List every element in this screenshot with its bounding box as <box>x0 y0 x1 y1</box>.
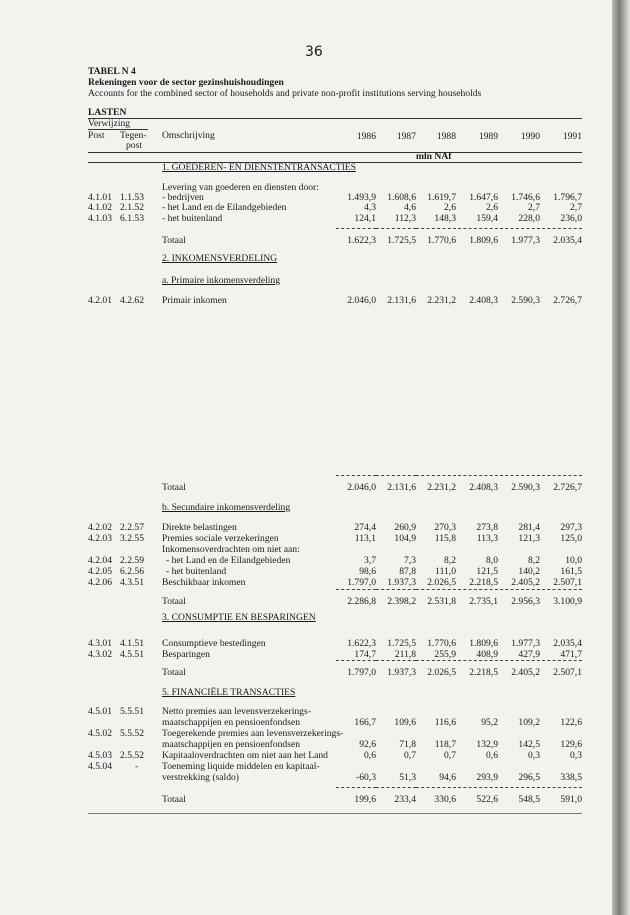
row-value: 3.100,9 <box>553 596 582 607</box>
header-verwijzing: Verwijzing <box>88 118 131 129</box>
page-edge-shadow <box>612 0 630 915</box>
row-value: 2.408,3 <box>469 482 498 493</box>
row-value: 2.035,4 <box>553 638 582 649</box>
row-value: 174,7 <box>354 649 376 660</box>
row-value: 2.218,5 <box>469 667 498 678</box>
row-post: 4.3.01 <box>88 638 112 649</box>
row-value: 427,9 <box>518 649 540 660</box>
row-tegenpost: 4.3.51 <box>120 577 144 588</box>
row-value: 228,0 <box>518 213 540 224</box>
row-value: 2.398,2 <box>387 596 416 607</box>
row-value: 92,6 <box>359 739 376 750</box>
row-tegenpost: - <box>135 761 139 772</box>
row-value: 1.647,6 <box>469 192 498 203</box>
row-description: Totaal <box>162 794 186 805</box>
row-value: 1.619,7 <box>427 192 456 203</box>
row-value: 1.770,6 <box>427 638 456 649</box>
total-separator <box>376 228 416 229</box>
row-description: Besparingen <box>162 649 210 660</box>
row-description: Toeneming liquide middelen en kapitaal- <box>162 761 320 772</box>
row-value: 2.408,3 <box>469 295 498 306</box>
row-value: 330,6 <box>434 794 456 805</box>
total-separator <box>500 787 540 788</box>
row-value: 113,3 <box>476 533 498 544</box>
total-separator <box>458 660 498 661</box>
row-value: 408,9 <box>476 649 498 660</box>
row-value: 2.956,3 <box>511 596 540 607</box>
row-value: 274,4 <box>354 522 376 533</box>
row-tegenpost: 3.2.55 <box>120 533 144 544</box>
row-value: 2.131,6 <box>387 482 416 493</box>
row-value: 121,5 <box>476 566 498 577</box>
row-tegenpost: 4.1.51 <box>120 638 144 649</box>
row-value: 591,0 <box>560 794 582 805</box>
row-value: 211,8 <box>394 649 416 660</box>
total-separator <box>336 475 376 476</box>
total-separator <box>376 589 416 590</box>
row-value: 113,1 <box>354 533 376 544</box>
row-value: -60,3 <box>356 772 376 783</box>
row-value: 2.046,0 <box>347 295 376 306</box>
row-value: 1.797,0 <box>347 577 376 588</box>
row-description: Totaal <box>162 667 186 678</box>
row-value: 161,5 <box>560 566 582 577</box>
row-value: 159,4 <box>476 213 498 224</box>
header-year: 1987 <box>396 131 416 142</box>
row-description: Toegerekende premies aan levensverzekerings- <box>162 728 344 739</box>
row-description: 1. GOEDEREN- EN DIENSTENTRANSACTIES <box>162 162 356 173</box>
row-description: Beschikbaar inkomen <box>162 577 246 588</box>
row-value: 1.796,7 <box>553 192 582 203</box>
total-separator <box>542 228 582 229</box>
total-separator <box>542 589 582 590</box>
row-value: 129,6 <box>560 739 582 750</box>
row-post: 4.2.01 <box>88 295 112 306</box>
row-value: 0,6 <box>486 750 498 761</box>
title-en: Accounts for the combined sector of households and private non-profit institutions serving households <box>88 88 482 99</box>
total-separator <box>416 787 456 788</box>
row-value: 51,3 <box>399 772 416 783</box>
rule <box>88 118 582 119</box>
row-value: 2.218,5 <box>469 577 498 588</box>
row-value: 10,0 <box>565 555 582 566</box>
row-value: 2.035,4 <box>553 235 582 246</box>
row-description: 5. FINANCIËLE TRANSACTIES <box>162 687 296 698</box>
row-description: Primair inkomen <box>162 295 227 306</box>
total-separator <box>458 589 498 590</box>
row-value: 273,8 <box>476 522 498 533</box>
row-value: 1.977,3 <box>511 638 540 649</box>
page-number: 36 <box>305 44 323 60</box>
row-value: 255,9 <box>434 649 456 660</box>
row-value: 2.405,2 <box>511 667 540 678</box>
row-description: verstrekking (saldo) <box>162 772 239 783</box>
row-value: 95,2 <box>481 717 498 728</box>
row-description: Kapitaaloverdrachten om niet aan het Land <box>162 750 328 761</box>
row-value: 2.231,2 <box>427 295 456 306</box>
row-value: 87,8 <box>399 566 416 577</box>
total-separator <box>542 475 582 476</box>
row-value: 8,0 <box>486 555 498 566</box>
side-label: LASTEN <box>88 107 127 118</box>
row-post: 4.5.02 <box>88 728 112 739</box>
header-year: 1986 <box>356 131 376 142</box>
row-post: 4.1.03 <box>88 213 112 224</box>
row-post: 4.2.06 <box>88 577 112 588</box>
row-value: 0,7 <box>444 750 456 761</box>
row-tegenpost: 4.2.62 <box>120 295 144 306</box>
total-separator <box>376 475 416 476</box>
row-value: 2.726,7 <box>553 295 582 306</box>
row-value: 1.725,5 <box>387 235 416 246</box>
row-value: 140,2 <box>518 566 540 577</box>
row-tegenpost: 2.5.52 <box>120 750 144 761</box>
row-value: 1.608,6 <box>387 192 416 203</box>
row-description: Totaal <box>162 482 186 493</box>
row-tegenpost: 2.2.59 <box>120 555 144 566</box>
row-description: Netto premies aan levensverzekerings- <box>162 706 311 717</box>
row-value: 1.797,0 <box>347 667 376 678</box>
row-description: b. Secundaire inkomensverdeling <box>162 502 291 513</box>
row-value: 0,3 <box>528 750 540 761</box>
row-description: maatschappijen en pensioenfondsen <box>162 717 300 728</box>
row-value: 2.726,7 <box>553 482 582 493</box>
row-value: 281,4 <box>518 522 540 533</box>
row-value: 2.286,8 <box>347 596 376 607</box>
row-value: 124,1 <box>354 213 376 224</box>
total-separator <box>376 660 416 661</box>
row-value: 115,8 <box>434 533 456 544</box>
row-value: 142,5 <box>518 739 540 750</box>
row-description: Direkte belastingen <box>162 522 237 533</box>
row-value: 71,8 <box>399 739 416 750</box>
row-post: 4.2.02 <box>88 522 112 533</box>
row-value: 1.937,3 <box>387 577 416 588</box>
row-value: 132,9 <box>476 739 498 750</box>
row-tegenpost: 5.5.51 <box>120 706 144 717</box>
row-value: 0,6 <box>364 750 376 761</box>
row-value: 7,3 <box>404 555 416 566</box>
header-year: 1991 <box>562 131 582 142</box>
row-value: 270,3 <box>434 522 456 533</box>
total-separator <box>416 589 456 590</box>
row-description: a. Primaire inkomensverdeling <box>162 275 281 286</box>
row-value: 2.026,5 <box>427 577 456 588</box>
row-description: - bedrijven <box>162 192 204 203</box>
total-separator <box>500 228 540 229</box>
total-separator <box>500 475 540 476</box>
row-value: 1.746,6 <box>511 192 540 203</box>
header-post: Post <box>88 130 105 141</box>
row-description: Levering van goederen en diensten door: <box>162 182 319 193</box>
total-separator <box>336 589 376 590</box>
header-tegenpost-2: post <box>126 140 142 151</box>
row-value: 522,6 <box>476 794 498 805</box>
total-separator <box>500 589 540 590</box>
total-separator <box>336 660 376 661</box>
row-value: 8,2 <box>528 555 540 566</box>
row-value: 4,6 <box>404 202 416 213</box>
row-value: 111,0 <box>435 566 456 577</box>
row-post: 4.5.03 <box>88 750 112 761</box>
row-value: 1.977,3 <box>511 235 540 246</box>
unit-label: mln NAf <box>416 151 452 162</box>
row-value: 122,6 <box>560 717 582 728</box>
rule <box>88 813 582 814</box>
row-value: 548,5 <box>518 794 540 805</box>
row-post: 4.1.02 <box>88 202 112 213</box>
row-value: 2,6 <box>444 202 456 213</box>
row-post: 4.5.04 <box>88 761 112 772</box>
row-post: 4.3.02 <box>88 649 112 660</box>
row-value: 109,6 <box>394 717 416 728</box>
row-value: 233,4 <box>394 794 416 805</box>
total-separator <box>542 660 582 661</box>
row-value: 3,7 <box>364 555 376 566</box>
header-omschrijving: Omschrijving <box>162 130 215 141</box>
row-value: 471,7 <box>560 649 582 660</box>
row-post: 4.5.01 <box>88 706 112 717</box>
row-description: Totaal <box>162 235 186 246</box>
row-value: 112,3 <box>394 213 416 224</box>
row-value: 2.531,8 <box>427 596 456 607</box>
header-year: 1989 <box>478 131 498 142</box>
row-value: 118,7 <box>434 739 456 750</box>
row-value: 2.131,6 <box>387 295 416 306</box>
total-separator <box>458 787 498 788</box>
total-separator <box>416 475 456 476</box>
row-description: 2. INKOMENSVERDELING <box>162 253 278 264</box>
row-value: 2.405,2 <box>511 577 540 588</box>
total-separator <box>500 660 540 661</box>
row-post: 4.2.04 <box>88 555 112 566</box>
total-separator <box>458 228 498 229</box>
row-value: 2.026,5 <box>427 667 456 678</box>
row-value: 104,9 <box>394 533 416 544</box>
row-value: 2.735,1 <box>469 596 498 607</box>
row-value: 1.809,6 <box>469 638 498 649</box>
row-tegenpost: 1.1.53 <box>120 192 144 203</box>
row-value: 98,6 <box>359 566 376 577</box>
total-separator <box>416 660 456 661</box>
row-value: 2.231,2 <box>427 482 456 493</box>
row-value: 0,7 <box>404 750 416 761</box>
total-separator <box>416 228 456 229</box>
row-value: 1.622,3 <box>347 235 376 246</box>
row-description: - het buitenland <box>162 213 223 224</box>
total-separator <box>336 787 376 788</box>
total-separator <box>336 228 376 229</box>
row-description: - het Land en de Eilandgebieden <box>166 555 291 566</box>
total-separator <box>542 787 582 788</box>
row-value: 1.622,3 <box>347 638 376 649</box>
row-value: 4,3 <box>364 202 376 213</box>
row-value: 0,3 <box>570 750 582 761</box>
row-value: 148,3 <box>434 213 456 224</box>
total-separator <box>458 475 498 476</box>
row-value: 109,2 <box>518 717 540 728</box>
row-value: 2,7 <box>570 202 582 213</box>
row-value: 293,9 <box>476 772 498 783</box>
row-value: 338,5 <box>560 772 582 783</box>
row-value: 2,6 <box>486 202 498 213</box>
row-value: 296,5 <box>518 772 540 783</box>
row-value: 8,2 <box>444 555 456 566</box>
row-value: 116,6 <box>434 717 456 728</box>
table-id: TABEL N 4 <box>88 66 136 77</box>
row-post: 4.2.05 <box>88 566 112 577</box>
rule <box>88 152 582 153</box>
row-description: Consumptieve bestedingen <box>162 638 266 649</box>
header-tegenpost: Tegen- <box>120 130 147 141</box>
row-value: 199,6 <box>354 794 376 805</box>
row-value: 297,3 <box>560 522 582 533</box>
row-value: 94,6 <box>439 772 456 783</box>
row-tegenpost: 6.1.53 <box>120 213 144 224</box>
row-description: Totaal <box>162 596 186 607</box>
row-description: - het buitenland <box>166 566 227 577</box>
row-tegenpost: 2.1.52 <box>120 202 144 213</box>
row-value: 2,7 <box>528 202 540 213</box>
row-value: 1.493,9 <box>347 192 376 203</box>
row-value: 2.046,0 <box>347 482 376 493</box>
row-value: 2.507,1 <box>553 577 582 588</box>
header-year: 1990 <box>520 131 540 142</box>
row-description: - het Land en de Eilandgebieden <box>162 202 287 213</box>
row-value: 125,0 <box>560 533 582 544</box>
row-description: Inkomensoverdrachten om niet aan: <box>162 544 300 555</box>
row-value: 2.590,3 <box>511 482 540 493</box>
row-description: 3. CONSUMPTIE EN BESPARINGEN <box>162 612 316 623</box>
row-tegenpost: 4.5.51 <box>120 649 144 660</box>
row-tegenpost: 5.5.52 <box>120 728 144 739</box>
total-separator <box>376 787 416 788</box>
row-value: 1.770,6 <box>427 235 456 246</box>
row-post: 4.2.03 <box>88 533 112 544</box>
title-nl: Rekeningen voor de sector gezinshuishoudingen <box>88 77 284 88</box>
row-description: Premies sociale verzekeringen <box>162 533 279 544</box>
row-post: 4.1.01 <box>88 192 112 203</box>
row-value: 1.809,6 <box>469 235 498 246</box>
row-tegenpost: 2.2.57 <box>120 522 144 533</box>
row-value: 236,0 <box>560 213 582 224</box>
row-description: maatschappijen en pensioenfondsen <box>162 739 300 750</box>
row-value: 166,7 <box>354 717 376 728</box>
row-value: 121,3 <box>518 533 540 544</box>
row-value: 260,9 <box>394 522 416 533</box>
row-value: 1.725,5 <box>387 638 416 649</box>
row-value: 2.507,1 <box>553 667 582 678</box>
header-year: 1988 <box>436 131 456 142</box>
row-tegenpost: 6.2.56 <box>120 566 144 577</box>
row-value: 2.590,3 <box>511 295 540 306</box>
row-value: 1.937,3 <box>387 667 416 678</box>
